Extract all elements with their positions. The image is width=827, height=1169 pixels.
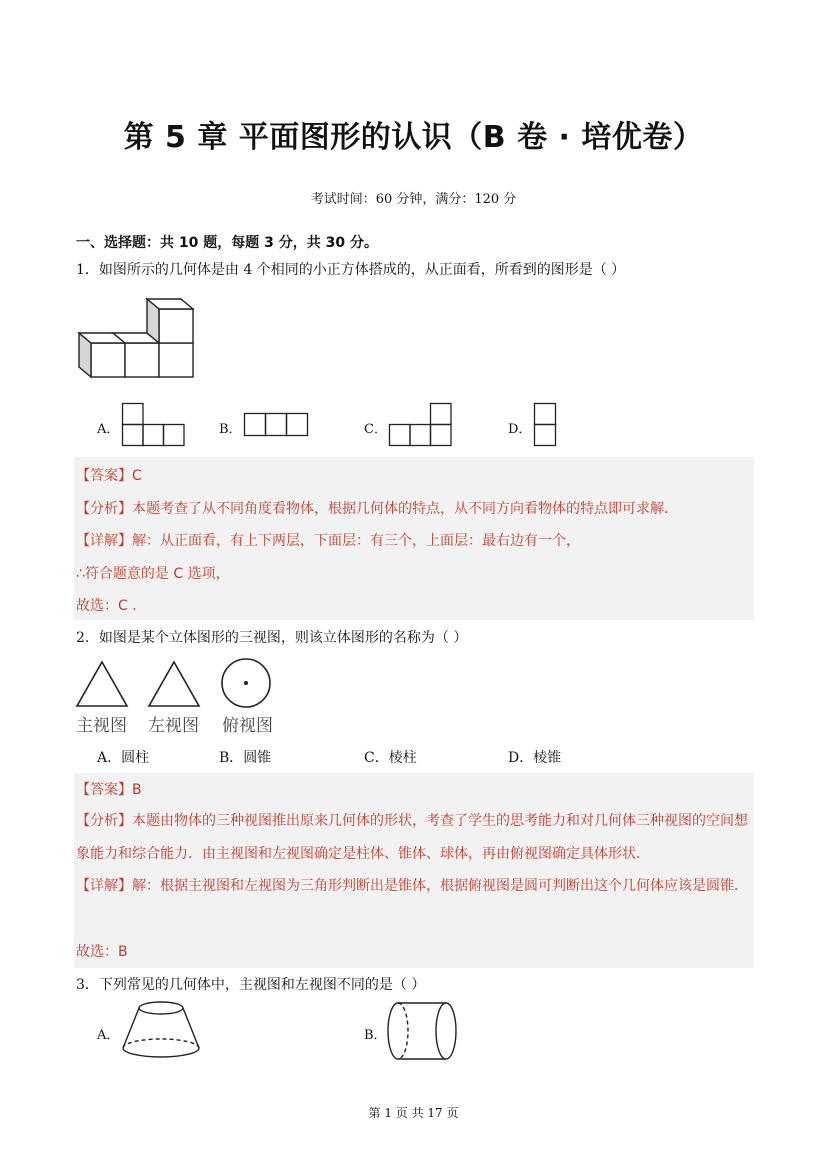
q2-analysis: 【分析】本题由物体的三种视图推出原来几何体的形状，考查了学生的思考能力和对几何体三种视图的空间想象能力和综合能力．由主视图和左视图确定是柱体、锥体、球体，再由俯视图确定具体形状．	[76, 813, 748, 862]
q1-option-c[interactable]: C．	[364, 422, 387, 437]
q3-option-b-cylinder	[386, 1000, 458, 1062]
q2-option-d[interactable]: D．棱锥	[508, 750, 562, 766]
q3-stem: 3．下列常见的几何体中，主视图和左视图不同的是（ ）	[76, 977, 426, 993]
q3-option-b[interactable]: B．	[364, 1028, 387, 1043]
exam-info: 考试时间：60 分钟，满分：120 分	[310, 192, 517, 207]
q1-option-b-figure	[244, 413, 308, 437]
q2-left-view-triangle	[148, 660, 200, 708]
q2-caption-left: 左视图	[148, 716, 199, 736]
q1-option-a[interactable]: A．	[97, 422, 120, 437]
q1-answer-box	[74, 457, 754, 620]
q1-analysis: 【分析】本题考查了从不同角度看物体，根据几何体的特点，从不同方向看物体的特点即可求解．	[76, 501, 678, 517]
q1-detail: 【详解】解：从正面看，有上下两层，下面层：有三个，上面层：最右边有一个，	[76, 533, 580, 549]
q1-answer: 【答案】C	[76, 468, 142, 484]
q3-option-a[interactable]: A．	[97, 1028, 120, 1043]
q2-stem: 2．如图是某个立体图形的三视图，则该立体图形的名称为（ ）	[76, 630, 468, 646]
page-title: 第 5 章 平面图形的认识（B 卷 · 培优卷）	[123, 120, 704, 155]
q2-answer-box	[74, 773, 754, 968]
q3-option-a-frustum	[120, 1000, 202, 1062]
q2-option-c[interactable]: C．棱柱	[364, 750, 417, 766]
q2-caption-top: 俯视图	[222, 716, 273, 736]
q1-option-a-figure	[122, 403, 186, 446]
q2-detail: 【详解】解：根据主视图和左视图为三角形判断出是锥体，根据俯视图是圆可判断出这个几何体应该是圆锥．	[76, 878, 748, 894]
section-heading: 一、选择题：共 10 题，每题 3 分，共 30 分。	[76, 235, 378, 251]
q2-choice: 故选：B	[76, 944, 128, 960]
q1-option-d-figure	[534, 403, 557, 446]
page-footer: 第 1 页 共 17 页	[368, 1106, 459, 1120]
q1-choice: 故选：C ．	[76, 598, 147, 614]
q1-cube-figure	[76, 296, 198, 382]
q2-caption-front: 主视图	[76, 716, 127, 736]
q1-conclusion: ∴符合题意的是 C 选项，	[76, 566, 230, 582]
q1-option-b[interactable]: B．	[219, 422, 242, 437]
q1-option-d[interactable]: D．	[508, 422, 532, 437]
q1-stem: 1．如图所示的几何体是由 4 个相同的小正方体搭成的，从正面看，所看到的图形是（ ）	[76, 262, 626, 278]
q2-option-b[interactable]: B．圆锥	[219, 750, 272, 766]
q2-option-a[interactable]: A．圆柱	[97, 750, 150, 766]
q2-top-view-circle	[220, 657, 272, 709]
q2-front-view-triangle	[76, 660, 128, 708]
q2-answer: 【答案】B	[76, 782, 142, 798]
q1-option-c-figure	[389, 403, 453, 446]
